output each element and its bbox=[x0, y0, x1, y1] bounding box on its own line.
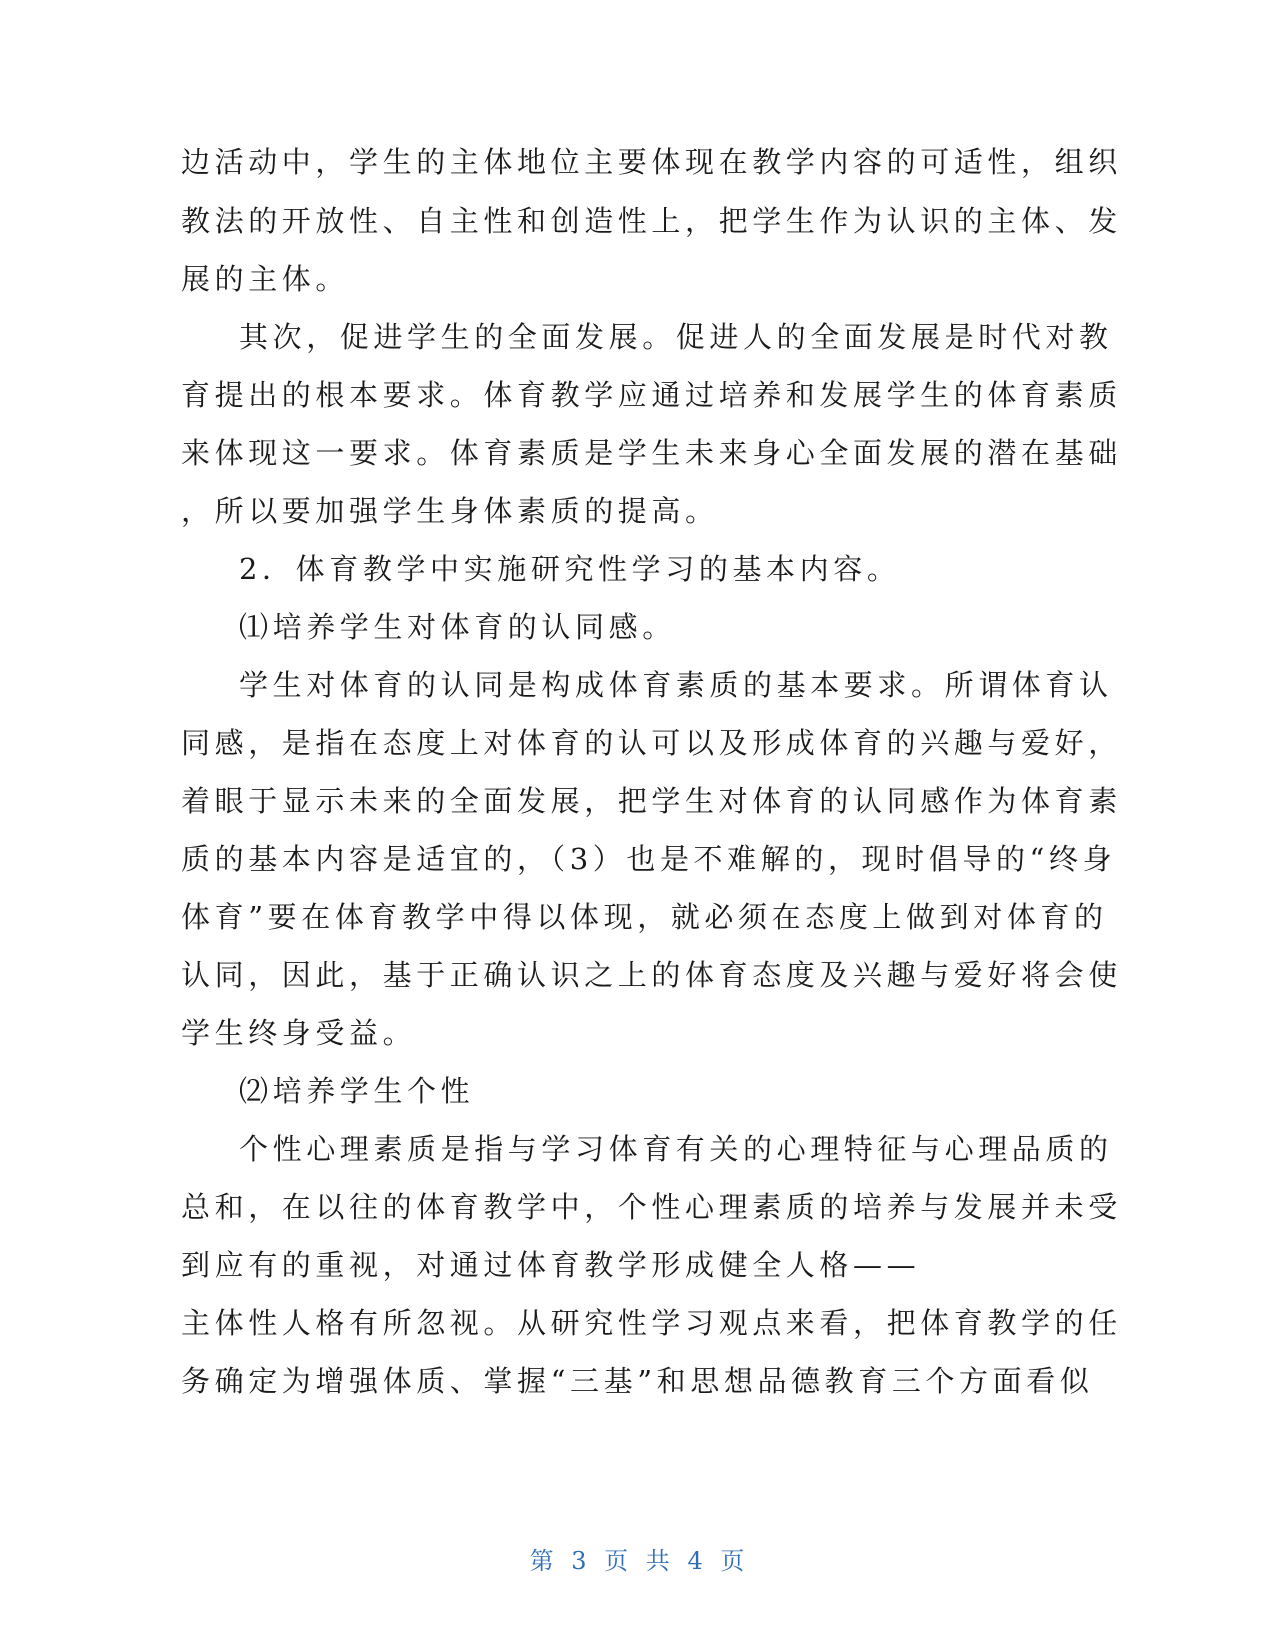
text-line: 同感，是指在态度上对体育的认可以及形成体育的兴趣与爱好， bbox=[181, 726, 1122, 760]
text-line: 来体现这一要求。体育素质是学生未来身心全面发展的潜在基础 bbox=[181, 436, 1122, 470]
text-line: 展的主体。 bbox=[181, 262, 350, 296]
text-line: 主体性人格有所忽视。从研究性学习观点来看，把体育教学的任 bbox=[181, 1306, 1122, 1340]
text-line: 个性心理素质是指与学习体育有关的心理特征与心理品质的 bbox=[239, 1132, 1113, 1166]
page-number-footer: 第 3 页 共 4 页 bbox=[529, 1547, 746, 1575]
text-line: 务确定为增强体质、掌握“三基”和思想品德教育三个方面看似 bbox=[181, 1364, 1094, 1398]
text-line: 边活动中，学生的主体地位主要体现在教学内容的可适性，组织 bbox=[181, 145, 1122, 179]
text-line: 学生终身受益。 bbox=[181, 1016, 417, 1050]
text-line: ，所以要加强学生身体素质的提高。 bbox=[181, 494, 719, 528]
text-line: 学生对体育的认同是构成体育素质的基本要求。所谓体育认 bbox=[239, 668, 1113, 702]
text-line: 体育”要在体育教学中得以体现，就必须在态度上做到对体育的 bbox=[181, 900, 1108, 934]
text-line: 着眼于显示未来的全面发展，把学生对体育的认同感作为体育素 bbox=[181, 784, 1122, 818]
text-line: 到应有的重视，对通过体育教学形成健全人格—— bbox=[181, 1248, 921, 1282]
text-line: 育提出的根本要求。体育教学应通过培养和发展学生的体育素质 bbox=[181, 378, 1122, 412]
subsection-heading: ⑵培养学生个性 bbox=[239, 1074, 475, 1108]
text-line: 质的基本内容是适宜的，（3）也是不难解的，现时倡导的“终身 bbox=[181, 842, 1117, 876]
section-heading: 2．体育教学中实施研究性学习的基本内容。 bbox=[239, 552, 901, 586]
subsection-heading: ⑴培养学生对体育的认同感。 bbox=[239, 610, 676, 644]
text-line: 认同，因此，基于正确认识之上的体育态度及兴趣与爱好将会使 bbox=[181, 958, 1122, 992]
text-line: 其次，促进学生的全面发展。促进人的全面发展是时代对教 bbox=[239, 320, 1113, 354]
text-line: 总和，在以往的体育教学中，个性心理素质的培养与发展并未受 bbox=[181, 1190, 1122, 1224]
text-line: 教法的开放性、自主性和创造性上，把学生作为认识的主体、发 bbox=[181, 204, 1122, 238]
